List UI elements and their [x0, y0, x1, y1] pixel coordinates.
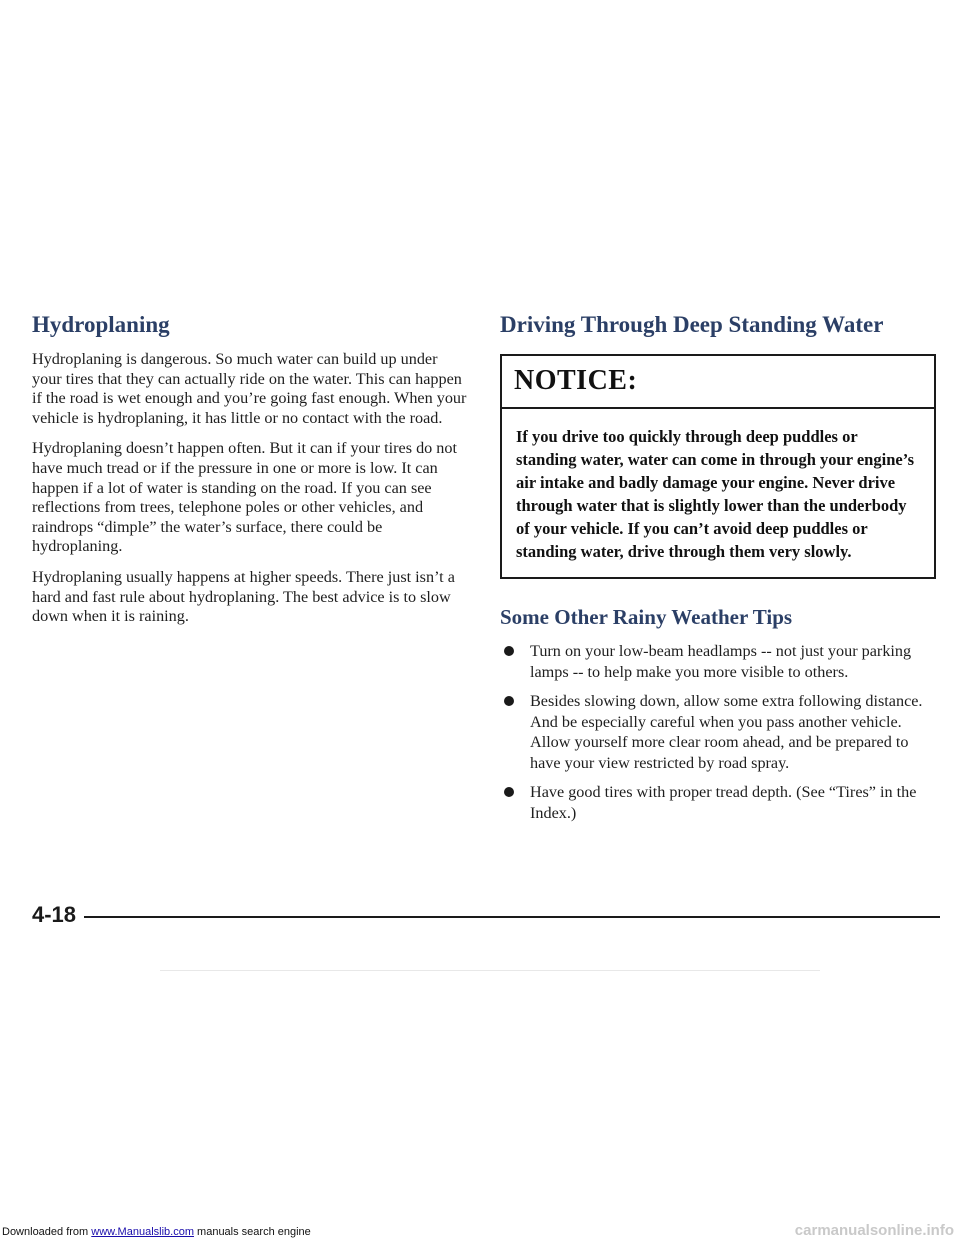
- page-number: 4-18: [32, 902, 84, 928]
- list-item-text: Besides slowing down, allow some extra following distance. And be especially careful when you pass another vehicle. Allow yourself more clear room ahead, and be prepared to have your view restricted by road spray.: [530, 692, 923, 772]
- hydroplaning-paragraph-3: Hydroplaning usually happens at higher speeds. There just isn’t a hard and fast rule about hydroplaning. The best advice is to slow down when it is raining.: [32, 567, 455, 626]
- bullet-icon: [504, 696, 514, 706]
- manualslib-link[interactable]: www.Manualslib.com: [91, 1226, 194, 1238]
- deep-water-column: [500, 310, 940, 832]
- rainy-tips-list: [500, 641, 940, 823]
- rainy-tips-heading: Some Other Rainy Weather Tips: [500, 605, 793, 629]
- hydroplaning-paragraph-2: Hydroplaning doesn’t happen often. But it can if your tires do not have much tread or if the pressure in one or more is low. It can happen if a lot of water is standing on the road. If you can see reflections from trees, telephone poles or other vehicles, and raindrops “dimple” the water’s surface, there could be hydroplaning.: [32, 439, 457, 556]
- list-item-text: Turn on your low-beam headlamps -- not just your parking lamps -- to help make you more visible to others.: [530, 642, 912, 681]
- footer-rule: [80, 916, 940, 918]
- site-watermark: carmanualsonline.info: [794, 1222, 954, 1239]
- hydroplaning-heading: Hydroplaning: [32, 312, 170, 337]
- bullet-icon: [504, 646, 514, 656]
- scan-artifact-line: [160, 970, 820, 971]
- download-watermark: [2, 1226, 311, 1238]
- bullet-icon: [504, 787, 514, 797]
- list-item: [500, 691, 940, 773]
- list-item: [500, 641, 940, 682]
- watermark-suffix: manuals search engine: [193, 1226, 311, 1238]
- watermark-prefix: Downloaded from: [2, 1226, 92, 1238]
- notice-title: NOTICE:: [502, 356, 934, 409]
- hydroplaning-column: [32, 310, 470, 638]
- list-item: [500, 782, 940, 823]
- notice-box: [500, 354, 936, 579]
- notice-text: If you drive too quickly through deep puddles or standing water, water can come in through your engine’s air intake and badly damage your engine. Never drive through water that is slightly lower than the underbody of your vehicle. If you can’t avoid deep puddles or standing water, drive through them very slowly.: [516, 427, 914, 561]
- hydroplaning-paragraph-1: Hydroplaning is dangerous. So much water can build up under your tires that they can actually ride on the water. This can happen if the road is wet enough and you’re going fast enough. When your vehicle is hydroplaning, it has little or no contact with the road.: [32, 350, 467, 427]
- list-item-text: Have good tires with proper tread depth. (See “Tires” in the Index.): [530, 783, 917, 822]
- deep-water-heading: Driving Through Deep Standing Water: [500, 312, 884, 337]
